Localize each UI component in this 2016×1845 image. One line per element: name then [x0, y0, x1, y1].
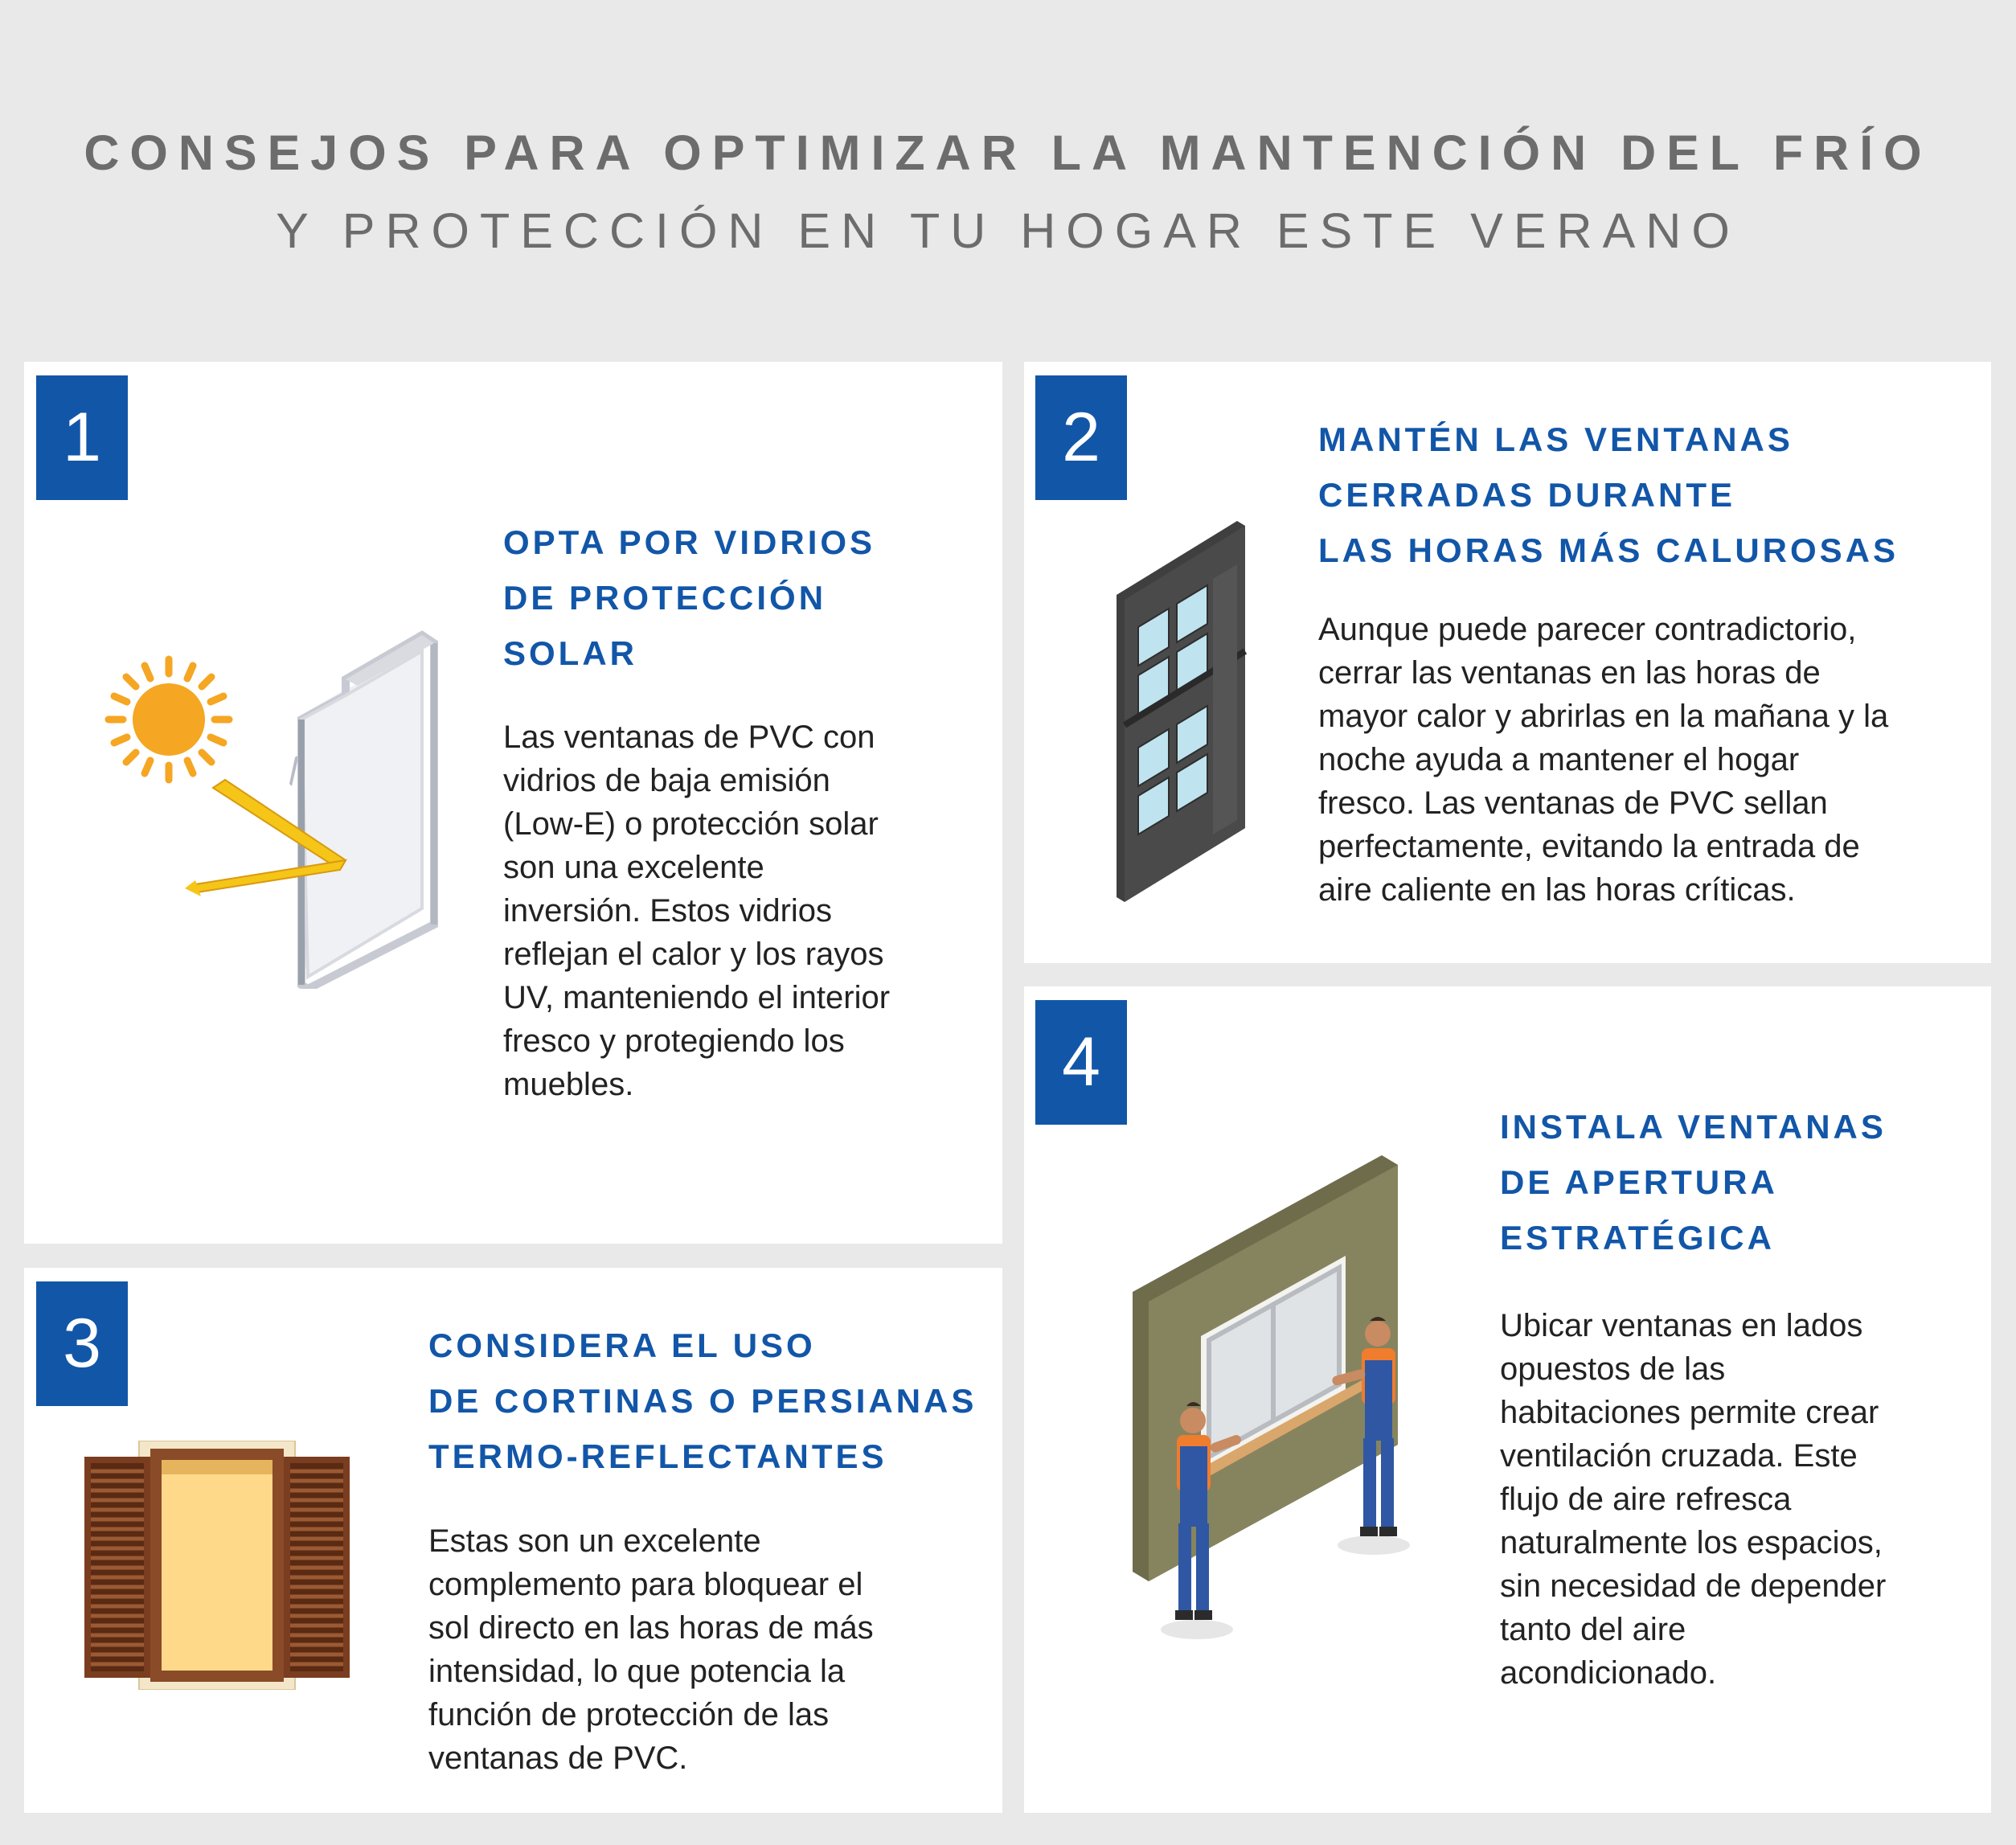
tip-heading: INSTALA VENTANAS DE APERTURA ESTRATÉGICA [1500, 1108, 1887, 1257]
workers-installing-window-icon [1129, 1147, 1450, 1646]
tip-body: Las ventanas de PVC con vidrios de baja emisión (Low-E) o protección solar son una excelente inversión. Estos vidrios reflejan el calor y los rayos UV, manteniendo el interior fresco y protegiendo los muebles. [503, 720, 891, 1102]
tip-body: Estas son un excelente complemento para bloquear el sol directo en las horas de más intensidad, lo que potencia la función de protección de las ventanas de PVC. [428, 1523, 874, 1776]
tip-card-4 [1024, 986, 1991, 1813]
tip-number-badge: 4 [1035, 1000, 1127, 1125]
page-subtitle: Y PROTECCIÓN EN TU HOGAR ESTE VERANO [276, 203, 1740, 258]
tip-card-1 [24, 362, 1002, 1244]
tip-body: Ubicar ventanas en lados opuestos de las habitaciones permite crear ventilación cruzada. Este flujo de aire refresca naturalmente los espacios, sin necesidad de depender tanto del aire acondicionado. [1500, 1308, 1887, 1691]
tip-number-badge: 1 [36, 375, 128, 500]
tip-heading: CONSIDERA EL USO DE CORTINAS O PERSIANAS TERMO-REFLECTANTES [428, 1326, 977, 1475]
tip-card-2 [1024, 362, 1991, 963]
tip-card-3 [24, 1268, 1002, 1813]
closed-window-icon [1104, 515, 1257, 908]
tip-number-badge: 2 [1035, 375, 1127, 500]
tip-heading: MANTÉN LAS VENTANAS CERRADAS DURANTE LAS HORAS MÁS CALUROSAS [1318, 420, 1899, 569]
shutters-icon [84, 1441, 350, 1690]
tip-heading: OPTA POR VIDRIOS DE PROTECCIÓN SOLAR [503, 523, 876, 672]
sun-icon [109, 659, 229, 780]
tip-body: Aunque puede parecer contradictorio, cerrar las ventanas en las horas de mayor calor y abrirlas en la mañana y la noche ayuda a mantener el hogar fresco. Las ventanas de PVC sellan perfectamente, evitando la entrada de aire caliente en las horas críticas. [1318, 612, 1889, 908]
sun-reflecting-glass-icon [68, 611, 486, 989]
tip-number-badge: 3 [36, 1281, 128, 1406]
page-title: CONSEJOS PARA OPTIMIZAR LA MANTENCIÓN DEL FRÍO [84, 125, 1932, 180]
